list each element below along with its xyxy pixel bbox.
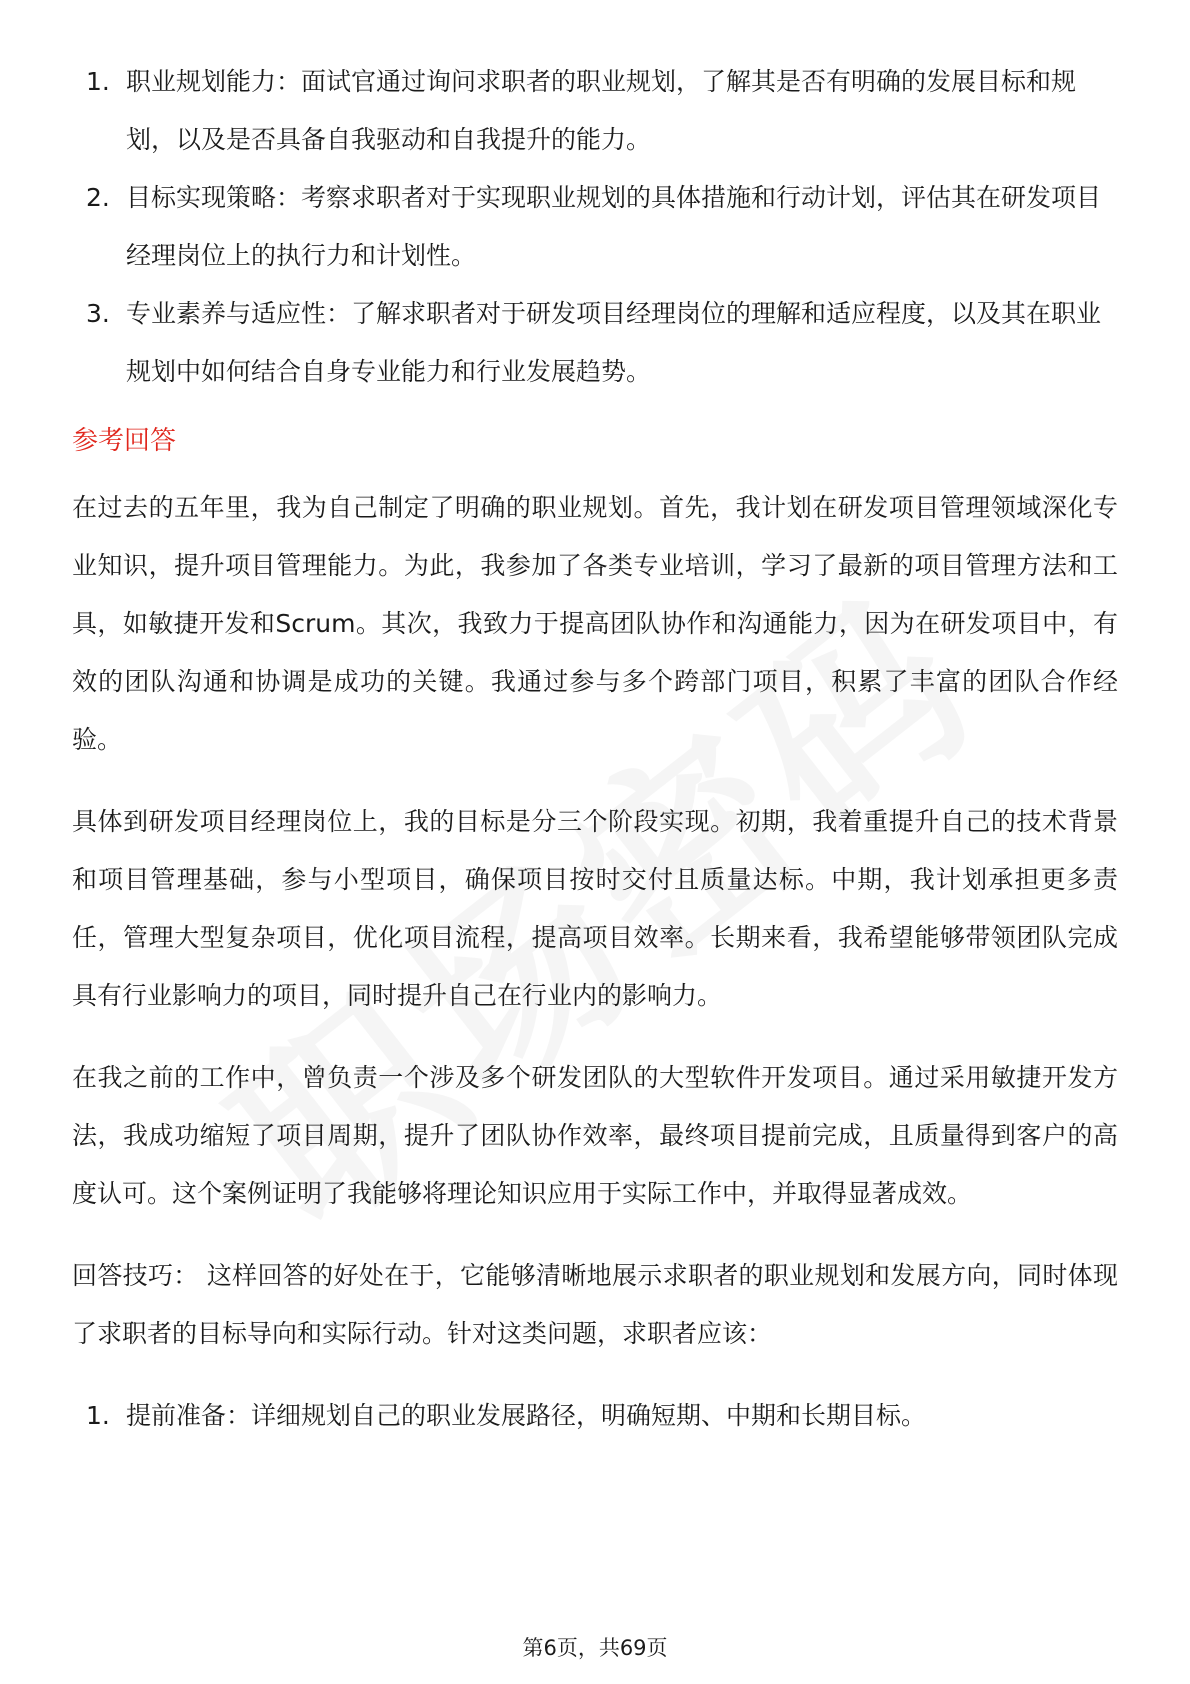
- list-item-text: 专业素养与适应性：了解求职者对于研发项目经理岗位的理解和适应程度，以及其在职业规划中如何结合自身专业能力和行业发展趋势。: [126, 299, 1102, 386]
- page-footer: 第6页，共69页: [522, 1636, 668, 1660]
- paragraph: 在过去的五年里，我为自己制定了明确的职业规划。首先，我计划在研发项目管理领域深化专业知识，提升项目管理能力。为此，我参加了各类专业培训，学习了最新的项目管理方法和工具，如敏捷开发和Scrum。其次，我致力于提高团队协作和沟通能力，因为在研发项目中，有效的团队沟通和协调是成功的关键。我通过参与多个跨部门项目，积累了丰富的团队合作经验。: [72, 493, 1118, 754]
- list-number: 1.: [86, 67, 110, 96]
- document-body: [72, 53, 1118, 1445]
- paragraph: 具体到研发项目经理岗位上，我的目标是分三个阶段实现。初期，我着重提升自己的技术背景和项目管理基础，参与小型项目，确保项目按时交付且质量达标。中期，我计划承担更多责任，管理大型复杂项目，优化项目流程，提高项目效率。长期来看，我希望能够带领团队完成具有行业影响力的项目，同时提升自己在行业内的影响力。: [72, 807, 1118, 1010]
- list-item-text: 职业规划能力：面试官通过询问求职者的职业规划，了解其是否有明确的发展目标和规划，以及是否具备自我驱动和自我提升的能力。: [126, 67, 1077, 154]
- evaluation-points-list: [72, 53, 1118, 401]
- list-item: [72, 1387, 1118, 1445]
- list-number: 1.: [86, 1401, 110, 1430]
- list-item: [72, 169, 1118, 285]
- paragraph: 在我之前的工作中，曾负责一个涉及多个研发团队的大型软件开发项目。通过采用敏捷开发方法，我成功缩短了项目周期，提升了团队协作效率，最终项目提前完成，且质量得到客户的高度认可。这个案例证明了我能够将理论知识应用于实际工作中，并取得显著成效。: [72, 1063, 1118, 1208]
- list-number: 2.: [86, 183, 110, 212]
- section-title: 参考回答: [72, 426, 177, 456]
- tips-list: [72, 1387, 1118, 1445]
- list-number: 3.: [86, 299, 110, 328]
- list-item: [72, 53, 1118, 169]
- list-item-text: 目标实现策略：考察求职者对于实现职业规划的具体措施和行动计划，评估其在研发项目经理岗位上的执行力和计划性。: [126, 183, 1102, 270]
- list-item-text: 提前准备：详细规划自己的职业发展路径，明确短期、中期和长期目标。: [126, 1401, 927, 1430]
- paragraph: 回答技巧： 这样回答的好处在于，它能够清晰地展示求职者的职业规划和发展方向，同时体现了求职者的目标导向和实际行动。针对这类问题，求职者应该：: [72, 1261, 1118, 1348]
- list-item: [72, 285, 1118, 401]
